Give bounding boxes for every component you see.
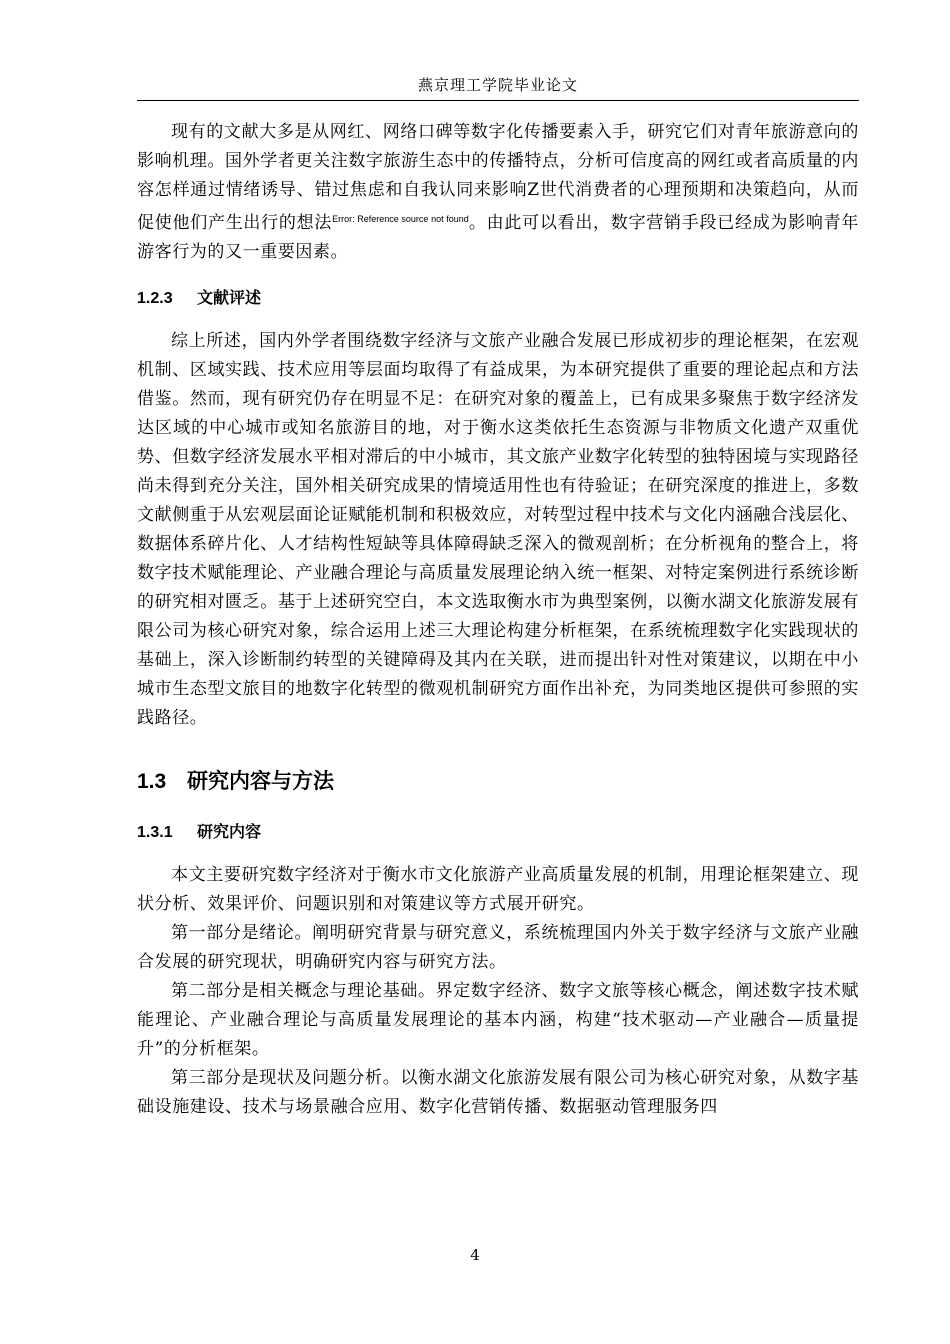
paragraph-1 bbox=[137, 118, 859, 267]
heading-1-3-title: 研究内容与方法 bbox=[187, 770, 334, 793]
heading-1-3-number: 1.3 bbox=[137, 770, 167, 793]
heading-1-2-3-title: 文献评述 bbox=[197, 290, 262, 307]
heading-1-3-1-title: 研究内容 bbox=[197, 824, 262, 841]
heading-1-3-1 bbox=[137, 821, 859, 845]
heading-1-3-1-number: 1.3.1 bbox=[137, 824, 173, 841]
reference-error: Error: Reference source not found bbox=[332, 214, 469, 224]
paragraph-2: 综上所述，国内外学者围绕数字经济与文旅产业融合发展已形成初步的理论框架，在宏观机制、区域实践、技术应用等层面均取得了有益成果，为本研究提供了重要的理论起点和方法借鉴。然而，现有研究仍存在明显不足：在研究对象的覆盖上，已有成果多聚焦于数字经济发达区域的中心城市或知名旅游目的地，对于衡水这类依托生态资源与非物质文化遗产双重优势、但数字经济发展水平相对滞后的中小城市，其文旅产业数字化转型的独特困境与实现路径尚未得到充分关注，国外相关研究成果的情境适用性也有待验证；在研究深度的推进上，多数文献侧重于从宏观层面论证赋能机制和积极效应，对转型过程中技术与文化内涵融合浅层化、数据体系碎片化、人才结构性短缺等具体障碍缺乏深入的微观剖析；在分析视角的整合上，将数字技术赋能理论、产业融合理论与高质量发展理论纳入统一框架、对特定案例进行系统诊断的研究相对匮乏。基于上述研究空白，本文选取衡水市为典型案例，以衡水湖文化旅游发展有限公司为核心研究对象，综合运用上述三大理论构建分析框架，在系统梳理数字化实践现状的基础上，深入诊断制约转型的关键障碍及其内在关联，进而提出针对性对策建议，以期在中小城市生态型文旅目的地数字化转型的微观机制研究方面作出补充，为同类地区提供可参照的实践路径。 bbox=[137, 331, 859, 728]
paragraph-4: 第一部分是绪论。阐明研究背景与研究意义，系统梳理国内外关于数字经济与文旅产业融合发展的研究现状，明确研究内容与研究方法。 bbox=[137, 923, 859, 972]
paragraph-5: 第二部分是相关概念与理论基础。界定数字经济、数字文旅等核心概念，阐述数字技术赋能理论、产业融合理论与高质量发展理论的基本内涵，构建“技术驱动—产业融合—质量提升”的分析框架。 bbox=[137, 981, 859, 1059]
heading-1-2-3 bbox=[137, 287, 859, 311]
page-header: 燕京理工学院毕业论文 bbox=[417, 76, 578, 94]
heading-1-3 bbox=[137, 767, 859, 797]
page-number: 4 bbox=[470, 1246, 480, 1264]
paragraph-1-tail: 。由此可以看出，数字营销手段已经成为影响青年游客行为的又一重要因素。 bbox=[137, 213, 859, 262]
paragraph-3: 本文主要研究数字经济对于衡水市文化旅游产业高质量发展的机制，用理论框架建立、现状分析、效果评价、问题识别和对策建议等方式展开研究。 bbox=[137, 865, 859, 914]
document-body bbox=[137, 118, 859, 1122]
paragraph-6: 第三部分是现状及问题分析。以衡水湖文化旅游发展有限公司为核心研究对象，从数字基础设施建设、技术与场景融合应用、数字化营销传播、数据驱动管理服务四 bbox=[137, 1068, 859, 1117]
header-divider bbox=[137, 100, 859, 101]
paragraph-1-text: 现有的文献大多是从网红、网络口碑等数字化传播要素入手，研究它们对青年旅游意向的影响机理。国外学者更关注数字旅游生态中的传播特点，分析可信度高的网红或者高质量的内容怎样通过情绪诱导、错过焦虑和自我认同来影响Z世代消费者的心理预期和决策趋向，从而促使他们产生出行的想法 bbox=[137, 122, 859, 233]
heading-1-2-3-number: 1.2.3 bbox=[137, 290, 173, 307]
